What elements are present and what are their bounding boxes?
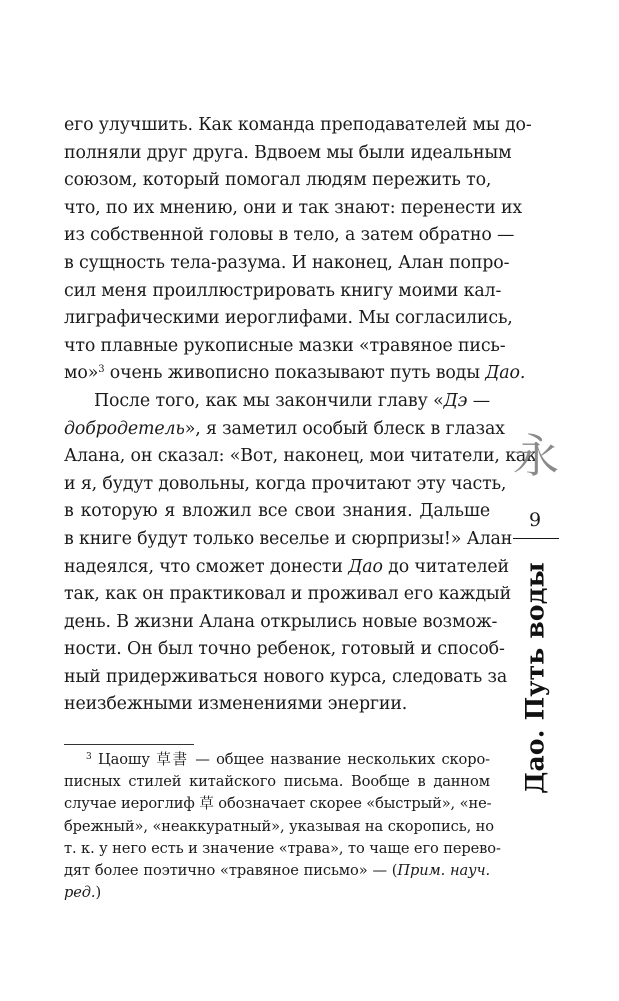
text-line-19: день. В жизни Алана открылись новые возмож- [64, 611, 498, 632]
text-line-17-italic: Дао [348, 556, 383, 577]
footnote-line-7-text: ) [95, 884, 102, 902]
footnote-line-6 [64, 860, 490, 882]
footnote-line-4: брежный», «неаккуратный», указывая на скоропись, но [64, 817, 494, 835]
text-line-22: неизбежными изменениями энергии. [64, 694, 408, 715]
text-line-12 [64, 416, 505, 444]
footnote-line-1-text: Цаошу 草書 — общее название нескольких скоро- [91, 751, 490, 768]
text-line-11 [64, 388, 490, 416]
text-line-6: в сущность тела-разума. И наконец, Алан попро- [64, 252, 510, 273]
text-line-8: лиграфическими иероглифами. Мы согласились, [64, 308, 513, 329]
text-line-9: что плавные рукописные мазки «травяное пись- [64, 335, 506, 356]
text-line-10-italic: Дао. [485, 363, 526, 384]
footnote-divider [64, 744, 194, 745]
text-line-4: что, по их мнению, они и так знают: перенести их [64, 197, 523, 218]
text-line-12-italic: добродетель [64, 418, 185, 439]
text-line-12-part2: », я заметил особый блеск в глазах [184, 418, 505, 439]
footnote-line-7 [64, 882, 490, 904]
text-line-7: сил меня проиллюстрировать книгу моими кал- [64, 280, 502, 301]
text-line-17 [64, 554, 509, 582]
text-line-2: полняли друг друга. Вдвоем мы были идеальным [64, 142, 512, 163]
main-text [64, 112, 537, 719]
text-line-5: из собственной головы в тело, а затем обратно — [64, 225, 515, 246]
footnote-line-6-italic: Прим. науч. [397, 861, 490, 879]
side-divider [513, 538, 559, 539]
footnote-line-7-italic: ред. [64, 884, 96, 902]
text-line-11-italic: Дэ — [443, 390, 491, 411]
footnote-line-6-text: дят более поэтично «травяное письмо» — ( [64, 861, 398, 879]
text-line-17-part1: надеялся, что сможет донести [64, 556, 349, 577]
text-line-10-part1: мо» [64, 363, 99, 384]
footnote-number: 3 [86, 752, 92, 762]
text-line-10 [64, 360, 526, 388]
text-line-17-part2: до читателей [382, 556, 509, 577]
text-line-10-part2: очень живописно показывают путь воды [104, 363, 486, 384]
text-line-14: и я, будут довольны, когда прочитают эту часть, [64, 473, 507, 494]
calligraphy-glyph-icon: 永 [513, 429, 559, 483]
footnote-line-5: т. к. у него есть и значение «трава», то чаще его перево- [64, 839, 501, 857]
running-title-container [505, 548, 565, 808]
text-line-20: ности. Он был точно ребенок, готовый и способ- [64, 639, 505, 660]
text-line-16: в книге будут только веселье и сюрпризы!» Алан [64, 528, 513, 549]
footnote-line-2: писных стилей китайского письма. Вообще в данном [64, 773, 490, 791]
text-line-18: так, как он практиковал и проживал его каждый [64, 584, 512, 605]
footnote-line-1 [64, 749, 490, 771]
running-title: Дао. Путь воды [520, 562, 550, 794]
text-line-15: в которую я вложил все свои знания. Дальше [64, 501, 490, 522]
text-line-3: союзом, который помогал людям пережить то, [64, 170, 492, 191]
text-line-1: его улучшить. Как команда преподавателей мы до- [64, 115, 532, 135]
text-line-21: ный придерживаться нового курса, следовать за [64, 666, 508, 687]
footnote [64, 749, 501, 904]
footnote-ref[interactable]: 3 [98, 364, 105, 376]
text-line-11-part1: После того, как мы закончили главу « [94, 390, 444, 411]
page-number: 9 [528, 509, 542, 531]
footnote-line-3: случае иероглиф 草 обозначает скорее «быстрый», «не- [64, 795, 492, 813]
text-line-13: Алана, он сказал: «Вот, наконец, мои читатели, как [64, 446, 537, 467]
